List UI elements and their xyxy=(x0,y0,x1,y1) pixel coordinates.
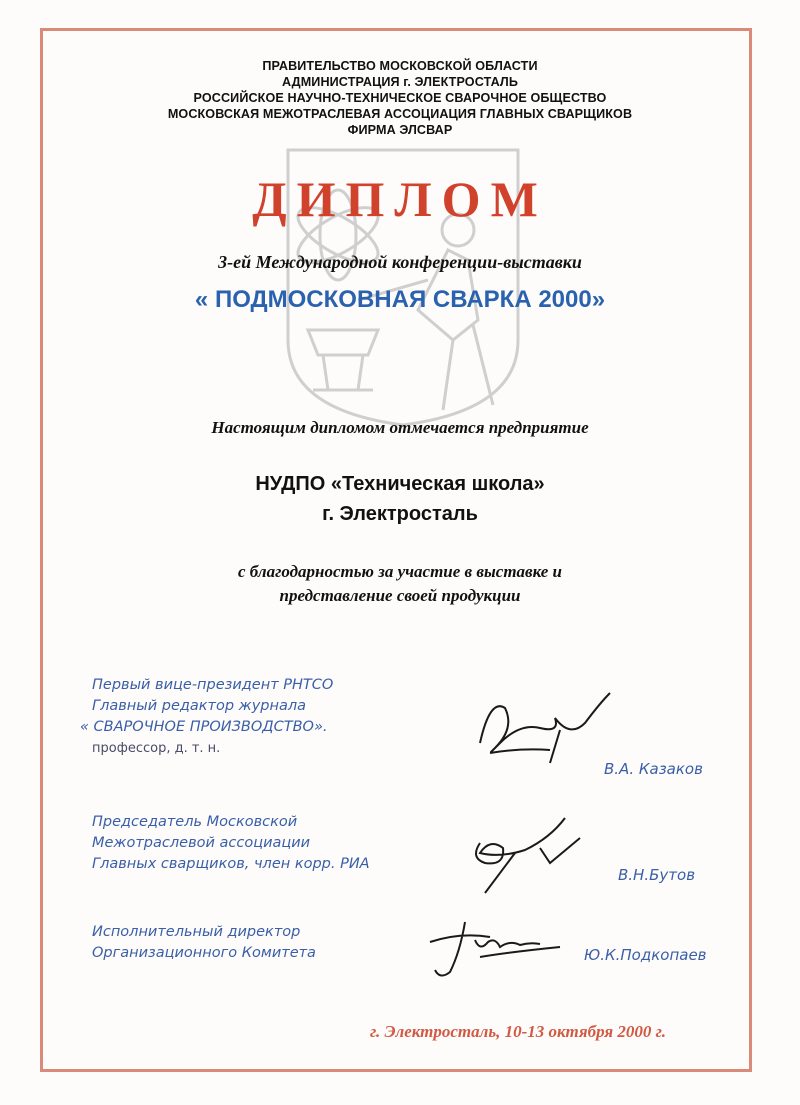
signatory-title-line: Организационного Комитета xyxy=(92,945,316,961)
header-line: РОССИЙСКОЕ НАУЧНО-ТЕХНИЧЕСКОЕ СВАРОЧНОЕ ОБЩЕСТВО xyxy=(193,91,607,105)
signature-image xyxy=(460,688,620,768)
signatory-title-block xyxy=(92,922,316,964)
conference-name: « ПОДМОСКОВНАЯ СВАРКА 2000» xyxy=(194,286,606,313)
signatory-title-line: Председатель Московской xyxy=(92,814,298,830)
thanks-line: представление своей продукции xyxy=(279,586,521,605)
header-line: ПРАВИТЕЛЬСТВО МОСКОВСКОЙ ОБЛАСТИ xyxy=(262,59,538,73)
signatory-name: В.А. Казаков xyxy=(604,760,703,778)
thanks-text xyxy=(0,560,800,608)
signatory-title-line: Главный редактор журнала xyxy=(92,698,307,714)
signatory-title-line: « СВАРОЧНОЕ ПРОИЗВОДСТВО». xyxy=(80,719,328,735)
signatory-title-line: профессор, д. т. н. xyxy=(92,741,221,756)
signatory-name: Ю.К.Подкопаев xyxy=(584,946,707,964)
signature-image xyxy=(420,912,570,982)
signatory-title-line: Исполнительный директор xyxy=(92,924,301,940)
header-line: ФИРМА ЭЛСВАР xyxy=(347,123,453,137)
diploma-title: ДИПЛОМ xyxy=(252,171,548,227)
header-line: МОСКОВСКАЯ МЕЖОТРАСЛЕВАЯ АССОЦИАЦИЯ ГЛАВНЫХ СВАРЩИКОВ xyxy=(167,107,633,121)
signatory-name: В.Н.Бутов xyxy=(618,866,696,884)
signatory-title-block xyxy=(92,812,370,875)
thanks-line: с благодарностью за участие в выставке и xyxy=(237,562,563,581)
organization-name: НУДПО «Техническая школа» xyxy=(255,473,545,495)
signature-image xyxy=(455,808,595,898)
organization-block xyxy=(0,469,800,529)
issuer-header xyxy=(40,58,760,138)
organization-city: г. Электросталь xyxy=(322,503,478,525)
conference-line: 3-ей Международной конференции-выставки xyxy=(218,252,582,272)
signatory-title-block xyxy=(80,675,334,759)
signatory-title-line: Первый вице-президент РНТСО xyxy=(92,677,334,693)
signatory-title-line: Межотраслевой ассоциации xyxy=(92,835,311,851)
intro-text: Настоящим дипломом отмечается предприятие xyxy=(211,418,589,437)
signatory-title-line: Главных сварщиков, член корр. РИА xyxy=(92,856,370,872)
header-line: АДМИНИСТРАЦИЯ г. ЭЛЕКТРОСТАЛЬ xyxy=(281,75,519,89)
place-date: г. Электросталь, 10-13 октября 2000 г. xyxy=(370,1022,666,1041)
